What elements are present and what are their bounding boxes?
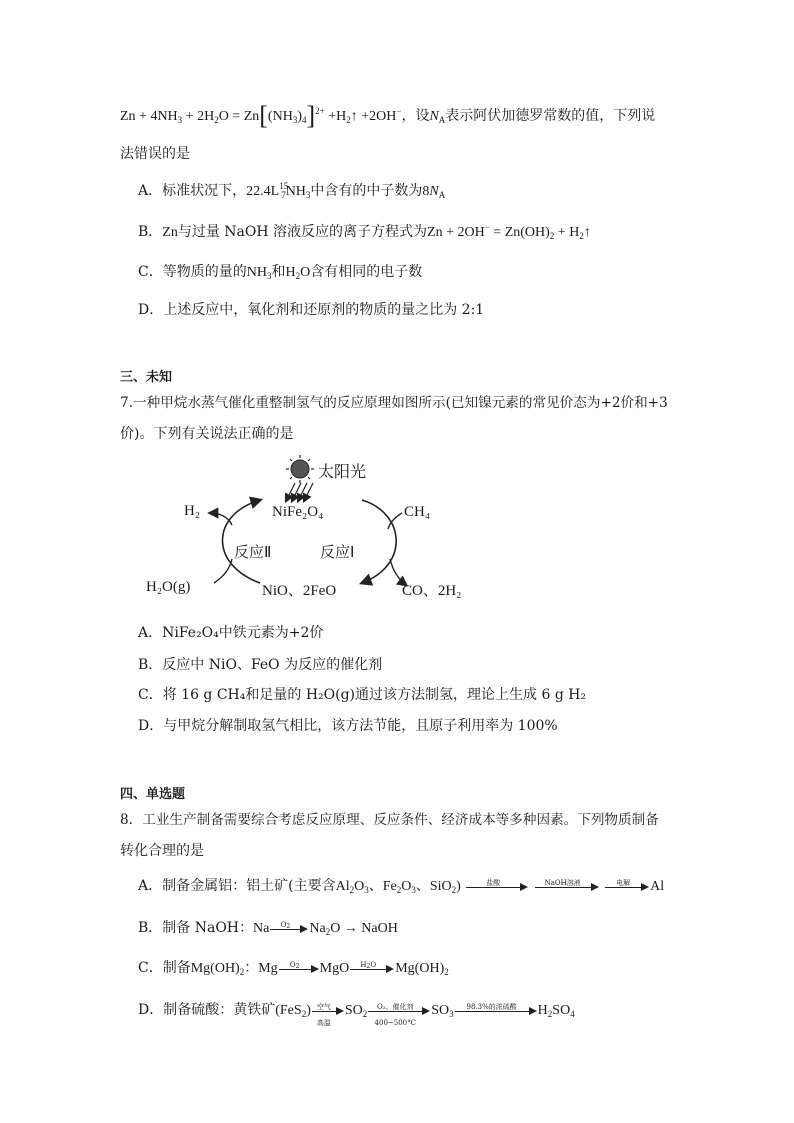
q7-option-a: A．NiFe₂O₄中铁元素为+2价: [138, 625, 324, 641]
arrow-naoh: NaOH溶液: [535, 878, 599, 892]
q6-option-d: D．上述反应中，氧化剂和还原剂的物质的量之比为 2:1: [138, 302, 485, 318]
q7-line1: 7.一种甲烷水蒸气催化重整制氢气的反应原理如图所示(已知镍元素的常见价态为+2价和+3: [120, 395, 668, 411]
reaction-cycle-diagram: [140, 455, 480, 605]
reaction1-label: 反应Ⅰ: [320, 543, 355, 561]
reaction1-arc: [362, 500, 396, 583]
q7-option-c: C．将 16 g CH₄和足量的 H₂O(g)通过该方法制氢，理论上生成 6 g H₂: [138, 687, 587, 703]
center-bottom-label: NiO、2FeO: [262, 583, 337, 599]
arrow-h2o-c: $H_2O$: [350, 960, 394, 974]
arrow-conc-h2so4: 98.3%的浓硫酸: [455, 1002, 537, 1016]
section3-heading: 三、未知: [120, 370, 173, 385]
q8-option-c: C．制备$Mg(OH)_2$：Mg $O_2$ MgO $H_2O$ $Mg(OH)_2$: [138, 960, 449, 977]
q8-line2: 转化合理的是: [120, 843, 204, 859]
q6-option-a: A．标准状况下，$22.4L^{15}_7NH_3$中含有的中子数为$8N_A$: [138, 181, 446, 200]
q8-option-a: A．制备金属铝：铝土矿(主要含$Al_2O_3$、$Fe_2O_3$、SiO$_2$) 盐酸 NaOH溶液 电解 Al: [138, 878, 665, 895]
reaction2-label: 反应Ⅱ: [234, 543, 272, 561]
arrow-electrolysis: 电解: [605, 878, 649, 892]
left-top-label: H₂: [184, 503, 201, 519]
h2-out-arrow: [210, 513, 232, 525]
center-top-label: NiFe₂O₄: [272, 504, 324, 520]
h2o-in-arrow: [214, 559, 232, 583]
sun-label: 太阳光: [318, 462, 367, 481]
q8-line1: 8．工业生产制备需要综合考虑反应原理、反应条件、经济成本等多种因素。下列物质制备: [120, 812, 659, 828]
q8-option-d: D．制备硫酸：黄铁矿(FeS$_2$) 空气 高温 $SO_2$ O₂、催化剂 400~500°C $SO_3$ 98.3%的浓硫酸 $H_2SO_4$: [138, 1002, 575, 1027]
q6-equation-line: $Zn + 4NH_3 + 2H_2O = Zn[(NH_3)_4]^{2+}$ $+H_2↑ +2OH^-$，设$N_A$表示阿伏加德罗常数的值，下列说: [120, 101, 656, 130]
arrow-o2-c: $O_2$: [279, 960, 319, 974]
q6-option-c: C．等物质的量的$NH_3$和$H_2O$含有相同的电子数: [138, 264, 423, 281]
arrow-air: 空气 高温: [312, 1002, 344, 1016]
q6-option-b: B．Zn与过量 NaOH 溶液反应的离子方程式为$Zn + 2OH^- = Zn(OH)_2$ + $H_2↑$: [138, 222, 591, 241]
light-ray-arrows: [286, 483, 313, 501]
q6-tail-text: ，设: [401, 108, 430, 124]
right-bottom-label: CO、2H₂: [402, 583, 462, 599]
section4-heading: 四、单选题: [120, 787, 186, 802]
q6-tail-text2: 表示阿伏加德罗常数的值，下列说: [445, 108, 656, 124]
q7-option-b: B．反应中 NiO、FeO 为反应的催化剂: [138, 657, 383, 673]
q6-line2: 法错误的是: [120, 146, 190, 162]
left-bottom-label: H₂O(g): [146, 579, 191, 595]
right-top-label: CH₄: [404, 504, 431, 520]
sun-icon: [286, 455, 314, 483]
arrow-o2-b: $O_2$: [270, 920, 308, 934]
arrow-hcl: 盐酸: [466, 878, 528, 892]
arrow-catalyst: O₂、催化剂 400~500°C: [368, 1002, 430, 1016]
q7-option-d: D．与甲烷分解制取氢气相比，该方法节能，且原子利用率为 100%: [138, 718, 558, 734]
q8-option-b: B．制备 NaOH：Na $O_2$ $Na_2O$ → NaOH: [138, 920, 398, 937]
q7-line2: 价)。下列有关说法正确的是: [120, 426, 294, 442]
na-symbol: N: [429, 109, 439, 124]
